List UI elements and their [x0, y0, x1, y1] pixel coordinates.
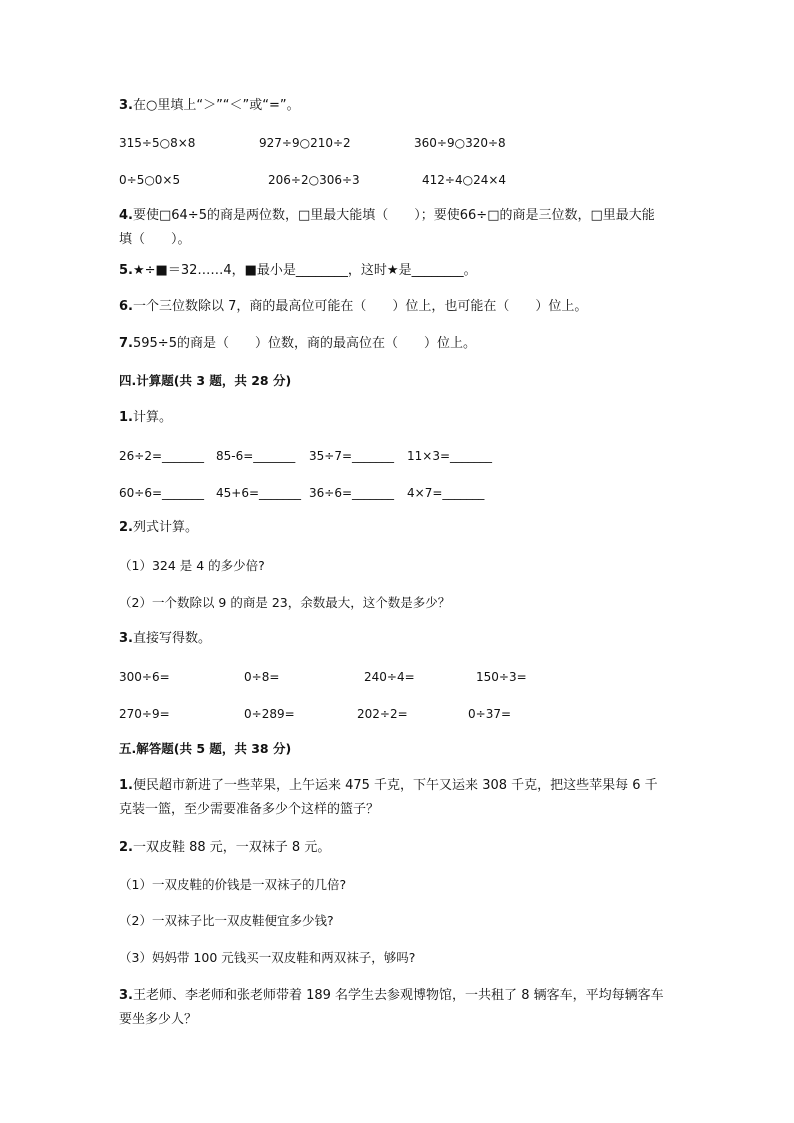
mental-math-row-2: [119, 704, 679, 724]
question-3-compare: [119, 96, 300, 116]
calc-item: 26÷2=_______: [119, 449, 205, 463]
sub-question-3: （3）妈妈带 100 元钱买一双皮鞋和两双袜子，够吗?: [119, 950, 416, 965]
question-number: 7.: [119, 336, 133, 351]
compare-item: 360÷9○320÷8: [414, 136, 506, 150]
calc-item: 85-6=_______: [216, 449, 296, 463]
question-number: 3.: [119, 98, 133, 113]
question-text: 王老师、李老师和张老师带着 189 名学生去参观博物馆，一共租了 8 辆客车，平均每辆客车要坐多少人？: [119, 988, 664, 1027]
question-text: 在○里填上“＞”“＜”或“=”。: [132, 98, 300, 113]
question-text: 直接写得数。: [132, 631, 211, 646]
question-text: 一双皮鞋 88 元，一双袜子 8 元。: [132, 840, 331, 855]
section-5-question-2: [119, 838, 330, 858]
mental-math-row-1: [119, 667, 679, 687]
section-5-question-3: [119, 984, 667, 1032]
sub-question-2: （2）一双袜子比一双皮鞋便宜多少钱?: [119, 913, 334, 928]
question-number: 3.: [119, 631, 133, 646]
mental-math-item: 202÷2=: [357, 707, 408, 721]
mental-math-item: 0÷8=: [244, 670, 280, 684]
compare-row-1: [119, 133, 679, 153]
compare-item: 412÷4○24×4: [422, 173, 507, 187]
mental-math-item: 300÷6=: [119, 670, 170, 684]
calc-row-1: [119, 446, 679, 466]
question-number: 1.: [119, 778, 133, 793]
mental-math-item: 240÷4=: [364, 670, 415, 684]
question-number: 4.: [119, 208, 133, 223]
compare-item: 927÷9○210÷2: [259, 136, 351, 150]
mental-math-item: 270÷9=: [119, 707, 170, 721]
sub-question-1: （1）一双皮鞋的价钱是一双袜子的几倍?: [119, 877, 347, 892]
calc-item: 11×3=_______: [407, 449, 493, 463]
question-text: 便民超市新进了一些苹果，上午运来 475 千克，下午又运来 308 千克，把这些苹果每 6 千克装一篮，至少需要准备多少个这样的篮子？: [119, 778, 658, 817]
calc-item: 45+6=_______: [216, 486, 302, 500]
section-4-heading: 四.计算题(共 3 题，共 28 分): [119, 373, 292, 388]
question-number: 1.: [119, 410, 133, 425]
compare-item: 206÷2○306÷3: [268, 173, 360, 187]
question-text: 一个三位数除以 7，商的最高位可能在（ ）位上，也可能在（ ）位上。: [132, 299, 588, 314]
compare-row-2: [119, 170, 679, 190]
mental-math-item: 0÷289=: [244, 707, 295, 721]
question-text: 595÷5的商是（ ）位数，商的最高位在（ ）位上。: [132, 336, 476, 351]
mental-math-item: 0÷37=: [468, 707, 512, 721]
question-5: [119, 261, 477, 281]
compare-item: 315÷5○8×8: [119, 136, 196, 150]
section-5-question-1: [119, 774, 667, 822]
question-text: ★÷■＝32……4，■最小是________，这时★是________。: [132, 263, 477, 278]
calc-item: 35÷7=_______: [309, 449, 395, 463]
question-6: [119, 297, 587, 317]
question-7: [119, 334, 476, 354]
question-4: [119, 204, 667, 252]
question-number: 2.: [119, 840, 133, 855]
calc-row-2: [119, 483, 679, 503]
question-text: 要使□64÷5的商是两位数，□里最大能填（ ）；要使66÷□的商是三位数，□里最大能填（ ）。: [119, 208, 655, 247]
question-number: 6.: [119, 299, 133, 314]
section-4-question-1: [119, 408, 172, 428]
section-4-question-2: [119, 518, 198, 538]
section-4-question-3: [119, 629, 211, 649]
question-number: 2.: [119, 520, 133, 535]
calc-item: 4×7=_______: [407, 486, 485, 500]
sub-question-1: （1）324 是 4 的多少倍?: [119, 558, 265, 573]
calc-item: 36÷6=_______: [309, 486, 395, 500]
mental-math-item: 150÷3=: [476, 670, 527, 684]
question-number: 5.: [119, 263, 133, 278]
compare-item: 0÷5○0×5: [119, 173, 181, 187]
calc-item: 60÷6=_______: [119, 486, 205, 500]
sub-question-2: （2）一个数除以 9 的商是 23，余数最大，这个数是多少？: [119, 595, 451, 610]
question-text: 计算。: [132, 410, 172, 425]
question-text: 列式计算。: [132, 520, 198, 535]
section-5-heading: 五.解答题(共 5 题，共 38 分): [119, 741, 292, 756]
question-number: 3.: [119, 988, 133, 1003]
